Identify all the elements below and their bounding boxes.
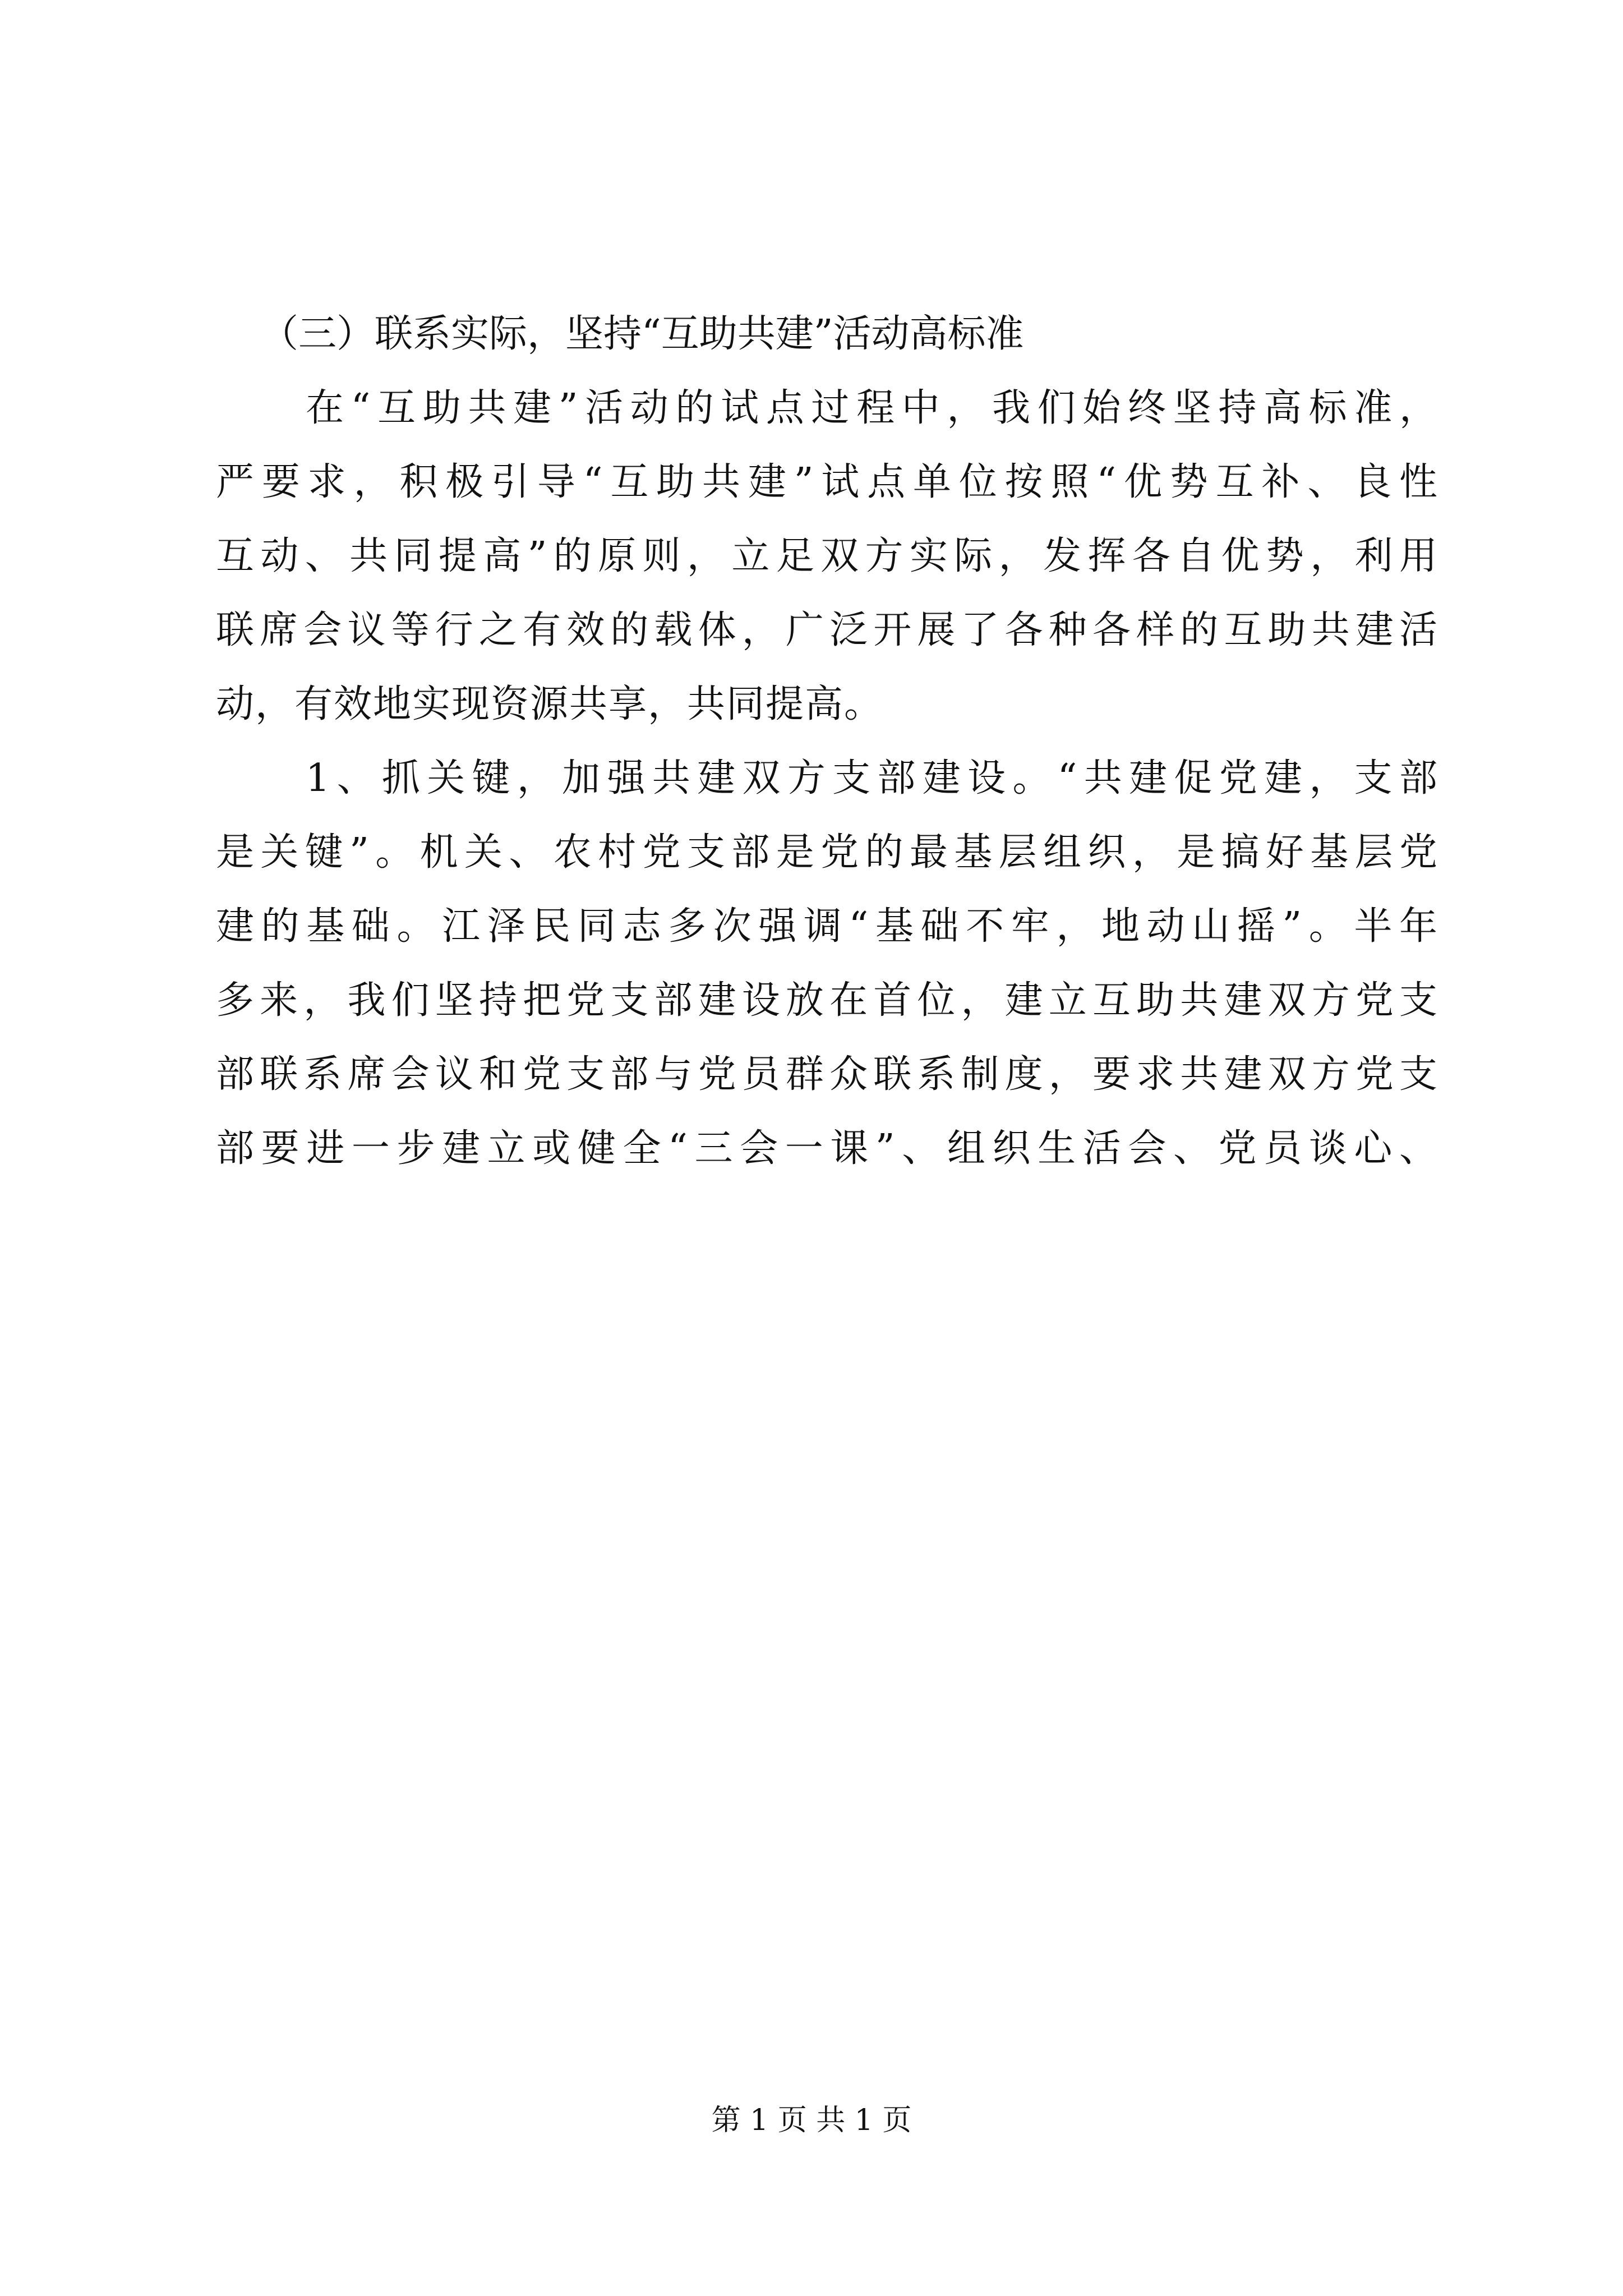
paragraph-line: 动，有效地实现资源共享，共同提高。 [216, 682, 884, 726]
paragraph-line: 部要进一步建立或健全“三会一课”、组织生活会、党员谈心、 [216, 1126, 1438, 1171]
paragraph-line: 是关键”。机关、农村党支部是党的最基层组织，是搞好基层党 [216, 830, 1438, 875]
page-footer: 第 1 页 共 1 页 [711, 2104, 912, 2137]
paragraph-line: 1、抓关键，加强共建双方支部建设。“共建促党建，支部 [306, 756, 1438, 800]
paragraph-line: 多来，我们坚持把党支部建设放在首位，建立互助共建双方党支 [216, 978, 1438, 1023]
paragraph-1 [216, 371, 1438, 742]
paragraph-2 [216, 742, 1438, 1186]
paragraph-line: 部联系席会议和党支部与党员群众联系制度，要求共建双方党支 [216, 1052, 1438, 1097]
paragraph-line: 严要求，积极引导“互助共建”试点单位按照“优势互补、良性 [216, 460, 1438, 504]
paragraph-line: 在“互助共建”活动的试点过程中，我们始终坚持高标准， [306, 386, 1438, 430]
paragraph-line: 建的基础。江泽民同志多次强调“基础不牢，地动山摇”。半年 [216, 904, 1438, 949]
document-body [216, 297, 1438, 1186]
paragraph-line: 互动、共同提高”的原则，立足双方实际，发挥各自优势，利用 [216, 534, 1438, 578]
paragraph-line: 联席会议等行之有效的载体，广泛开展了各种各样的互助共建活 [216, 608, 1438, 652]
section-heading: （三）联系实际，坚持“互助共建”活动高标准 [260, 312, 1024, 356]
